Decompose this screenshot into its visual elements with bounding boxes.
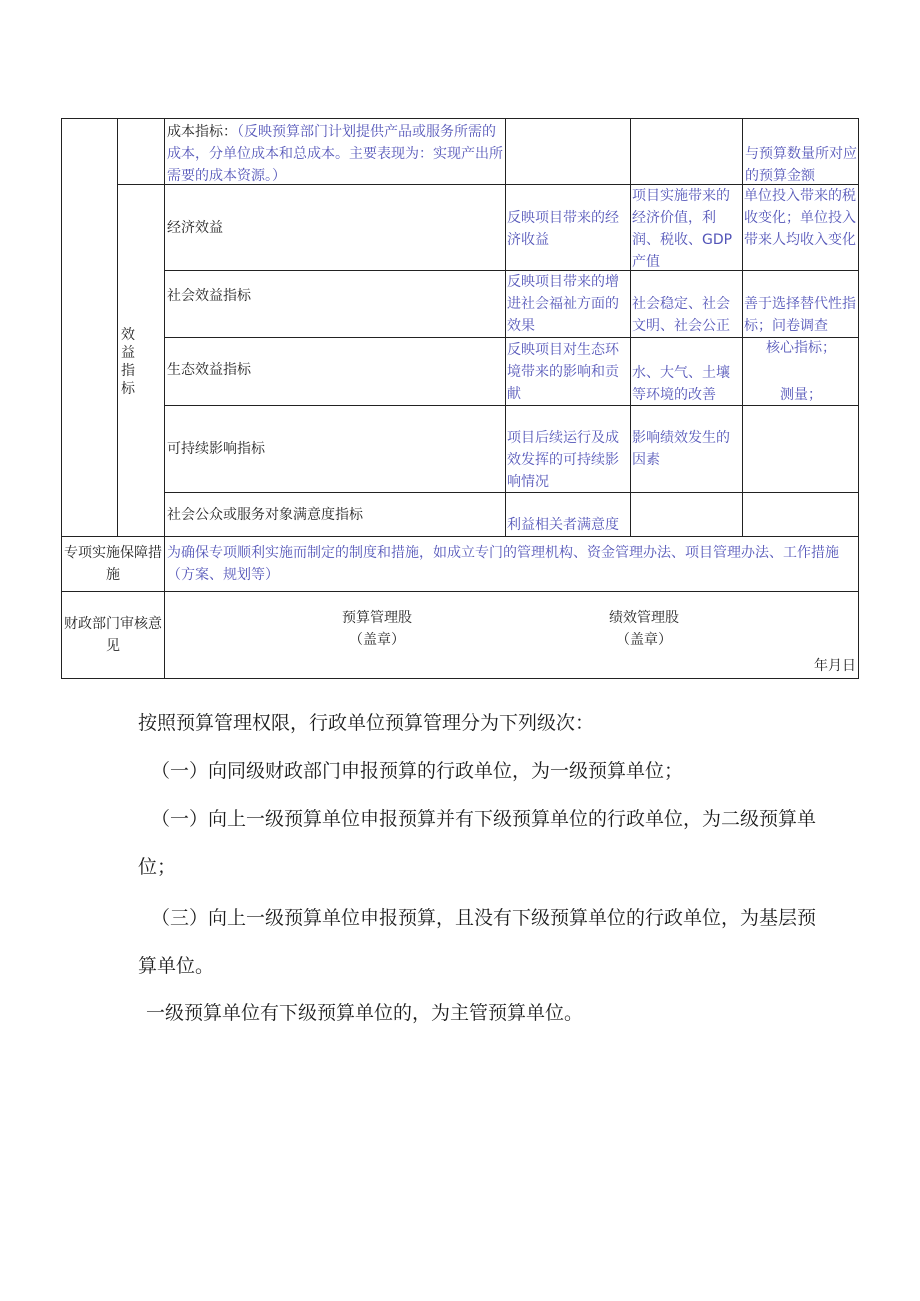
social-benefit-name: 社会效益指标 (167, 288, 251, 304)
benefit-group-label: 效益指标 (121, 327, 135, 397)
col-divider (630, 118, 631, 536)
row-divider (61, 536, 859, 537)
budget-dept-label: 预算管理股 (342, 610, 412, 626)
cost-budget-amount: 与预算数量所对应的预算金额 (745, 146, 857, 184)
social-benefit-factors: 社会稳定、社会文明、社会公正 (632, 296, 730, 334)
eco-benefit-factors: 水、大气、土壤等环境的改善 (632, 365, 730, 403)
sustain-indicator-meaning: 项目后续运行及成效发挥的可持续影响情况 (507, 430, 619, 490)
cost-indicator-title: 成本指标： (167, 124, 237, 140)
cost-indicator-desc: （反映预算部门计划提供产品或服务所需的成本，分单位成本和总成本。主要表现为：实现产出所需要的成本资源。） (167, 124, 503, 184)
paragraph-level-2: （一）向上一级预算单位申报预算并有下级预算单位的行政单位，为二级预算单 (151, 808, 817, 830)
budget-dept-seal: （盖章） (349, 632, 405, 648)
eco-benefit-meaning: 反映项目对生态环境带来的影响和贡献 (507, 342, 619, 402)
row-divider (61, 591, 859, 592)
economic-benefit-factors: 项目实施带来的经济价值，利润、税收、GDP产值 (632, 188, 733, 270)
paragraph-intro: 按照预算管理权限，行政单位预算管理分为下列级次： (138, 712, 595, 734)
economic-benefit-method: 单位投入带来的税收变化；单位投入带来人均收入变化 (744, 188, 856, 248)
table-border-top (61, 118, 859, 119)
paragraph-level-3-cont: 算单位。 (138, 955, 215, 977)
review-label: 财政部门审核意见 (64, 616, 162, 654)
paragraph-level-1: （一）向同级财政部门申报预算的行政单位，为一级预算单位； (151, 760, 684, 782)
sustain-indicator-name: 可持续影响指标 (167, 441, 265, 457)
indicator-table (61, 118, 859, 679)
eco-benefit-method-2: 测量； (780, 387, 822, 403)
satisfaction-indicator-meaning: 利益相关者满意度 (507, 517, 619, 533)
sustain-indicator-factors: 影响绩效发生的因素 (632, 430, 730, 468)
perf-dept-label: 绩效管理股 (609, 610, 679, 626)
col-divider (164, 118, 165, 679)
review-date: 年月日 (814, 658, 856, 674)
social-benefit-method: 善于选择替代性指标；问卷调查 (744, 296, 856, 334)
paragraph-level-2-cont: 位； (138, 856, 177, 878)
cost-indicator-cell (167, 121, 505, 187)
economic-benefit-meaning: 反映项目带来的经济收益 (507, 210, 619, 248)
eco-benefit-name: 生态效益指标 (167, 362, 251, 378)
guarantee-text: 为确保专项顺利实施而制定的制度和措施，如成立专门的管理机构、资金管理办法、项目管理办法、工作措施（方案、规划等） (167, 545, 839, 583)
satisfaction-indicator-name: 社会公众或服务对象满意度指标 (167, 507, 363, 523)
eco-benefit-method: 核心指标； (766, 340, 836, 356)
table-border-left (61, 118, 62, 679)
paragraph-main-unit: 一级预算单位有下级预算单位的，为主管预算单位。 (146, 1002, 584, 1024)
col-divider (505, 118, 506, 536)
social-benefit-meaning: 反映项目带来的增进社会福祉方面的效果 (507, 274, 619, 334)
paragraph-level-3: （三）向上一级预算单位申报预算，且没有下级预算单位的行政单位，为基层预 (151, 907, 817, 929)
table-border-right (858, 118, 859, 679)
guarantee-label: 专项实施保障措施 (64, 545, 162, 583)
col-divider (742, 118, 743, 536)
economic-benefit-name: 经济效益 (167, 220, 223, 236)
perf-dept-seal: （盖章） (616, 632, 672, 648)
table-border-bottom (61, 678, 859, 679)
